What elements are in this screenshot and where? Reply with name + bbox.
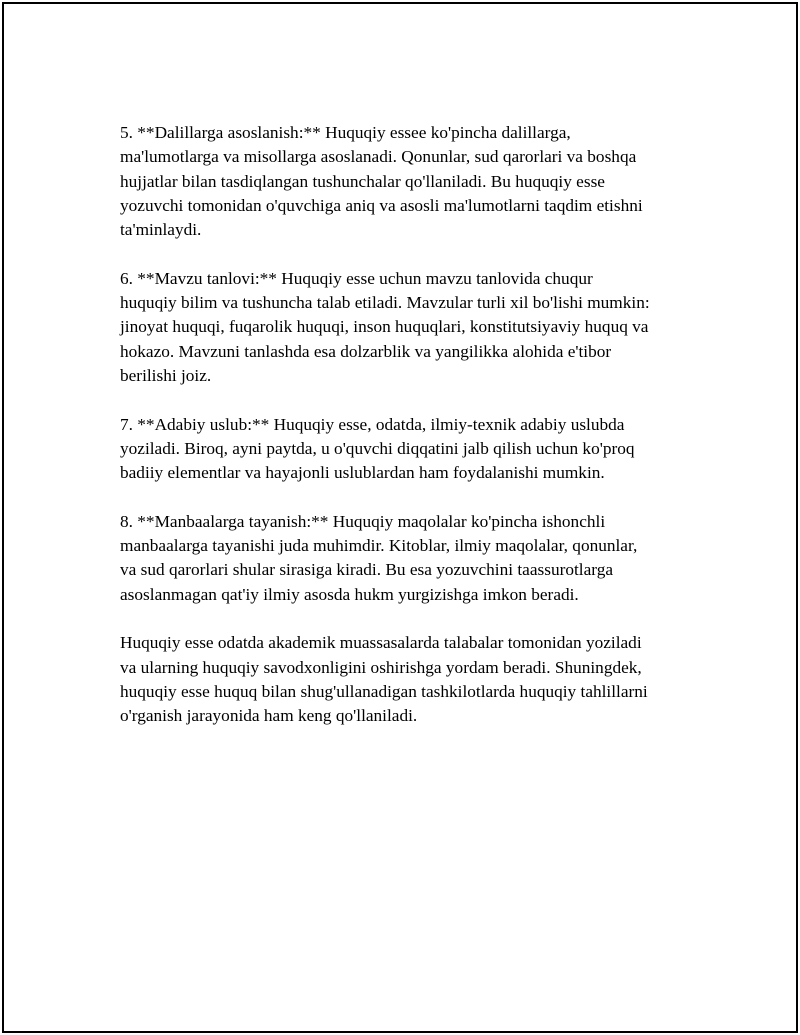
text-line: hokazo. Mavzuni tanlashda esa dolzarblik va yangilikka alohida e'tibor	[120, 341, 612, 361]
text-line: huquqiy esse huquq bilan shug'ullanadigan tashkilotlarda huquqiy tahlillarni	[120, 681, 648, 701]
text-line: o'rganish jarayonida ham keng qo'llaniladi.	[120, 706, 418, 726]
text-line: 7. **Adabiy uslub:** Huquqiy esse, odatda, ilmiy-texnik adabiy uslubda	[120, 414, 625, 434]
text-line: huquqiy bilim va tushuncha talab etiladi. Mavzular turli xil bo'lishi mumkin:	[120, 293, 650, 313]
paragraph-adabiy-uslub	[120, 413, 710, 486]
paragraph-manbaalarga-tayanish	[120, 510, 710, 607]
paragraph-dalillarga-asoslanish	[120, 121, 710, 242]
text-line: va ularning huquqiy savodxonligini oshirishga yordam beradi. Shuningdek,	[120, 657, 642, 677]
paragraph-mavzu-tanlovi	[120, 267, 710, 388]
document-body	[120, 121, 710, 753]
text-line: 5. **Dalillarga asoslanish:** Huquqiy essee ko'pincha dalillarga,	[120, 123, 571, 142]
text-line: berilishi joiz.	[120, 365, 212, 385]
text-line: hujjatlar bilan tasdiqlangan tushunchalar qo'llaniladi. Bu huquqiy esse	[120, 171, 605, 191]
text-line: ta'minlaydi.	[120, 220, 202, 240]
text-line: badiiy elementlar va hayajonli uslublardan ham foydalanishi mumkin.	[120, 463, 605, 483]
text-line: jinoyat huquqi, fuqarolik huquqi, inson huquqlari, konstitutsiyaviy huquq va	[120, 317, 649, 337]
text-line: yozuvchi tomonidan o'quvchiga aniq va asosli ma'lumotlarni taqdim etishni	[120, 195, 643, 215]
text-line: ma'lumotlarga va misollarga asoslanadi. Qonunlar, sud qarorlari va boshqa	[120, 147, 637, 167]
text-line: yoziladi. Biroq, ayni paytda, u o'quvchi diqqatini jalb qilish uchun ko'proq	[120, 438, 635, 458]
document-page	[2, 2, 798, 1033]
text-line: 6. **Mavzu tanlovi:** Huquqiy esse uchun mavzu tanlovida chuqur	[120, 268, 593, 288]
text-line: manbaalarga tayanishi juda muhimdir. Kitoblar, ilmiy maqolalar, qonunlar,	[120, 536, 638, 556]
text-line: 8. **Manbaalarga tayanish:** Huquqiy maqolalar ko'pincha ishonchli	[120, 511, 606, 531]
text-line: Huquqiy esse odatda akademik muassasalarda talabalar tomonidan yoziladi	[120, 633, 642, 653]
text-line: va sud qarorlari shular sirasiga kiradi. Bu esa yozuvchini taassurotlarga	[120, 560, 614, 580]
text-line: asoslanmagan qat'iy ilmiy asosda hukm yurgizishga imkon beradi.	[120, 584, 579, 604]
paragraph-conclusion	[120, 631, 710, 728]
